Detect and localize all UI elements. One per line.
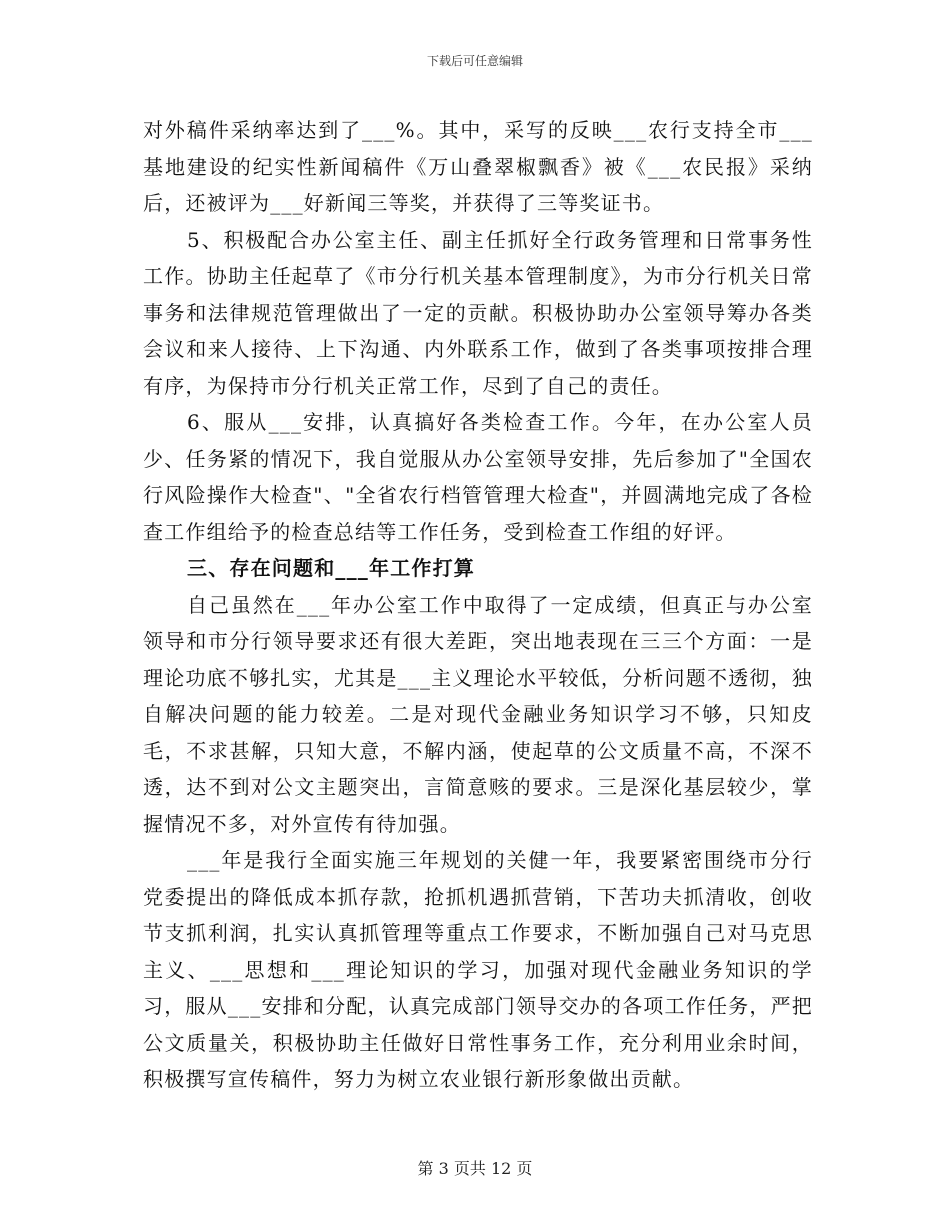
- page-footer: 第 3 页共 12 页: [417, 1159, 533, 1178]
- paragraph-shortcomings: 自己虽然在___年办公室工作中取得了一定成绩，但真正与办公室领导和市分行领导要求还有很大差距，突出地表现在三三个方面：一是理论功底不够扎实，尤其是___主义理论水平较低，分析问题不透彻，独自解决问题的能力较差。二是对现代金融业务知识学习不够，只知皮毛，不求甚解，只知大意，不解内涵，使起草的公文质量不高，不深不透，达不到对公文主题突出，言简意赅的要求。三是深化基层较少，掌握情况不多，对外宣传有待加强。: [143, 592, 813, 836]
- paragraph-item-5: 5、积极配合办公室主任、副主任抓好全行政务管理和日常事务性工作。协助主任起草了《市分行机关基本管理制度》，为市分行机关日常事务和法律规范管理做出了一定的贡献。积极协助办公室领导筹办各类会议和来人接待、上下沟通、内外联系工作，做到了各类事项按排合理有序，为保持市分行机关正常工作，尽到了自己的责任。: [143, 227, 813, 398]
- section-heading-problems-plans: 三、存在问题和___年工作打算: [187, 556, 475, 580]
- paragraph-next-year-plan: ___年是我行全面实施三年规划的关健一年，我要紧密围绕市分行党委提出的降低成本抓存款，抢抓机遇抓营销，下苦功夫抓清收，创收节支抓利润，扎实认真抓管理等重点工作要求，不断加强自己对马克思主义、___思想和___理论知识的学习，加强对现代金融业务知识的学习，服从___安排和分配，认真完成部门领导交办的各项工作任务，严把公文质量关，积极协助主任做好日常性事务工作，充分利用业余时间，积极撰写宣传稿件，努力为树立农业银行新形象做出贡献。: [143, 848, 813, 1091]
- paragraph-adoption-rate: 对外稿件采纳率达到了___%。其中，采写的反映___农行支持全市___基地建设的纪实性新闻稿件《万山叠翠椒飘香》被《___农民报》采纳后，还被评为___好新闻三等奖，并获得了三等奖证书。: [143, 118, 813, 215]
- document-body: [143, 112, 813, 1098]
- page-header: 下载后可任意编辑: [426, 54, 523, 68]
- paragraph-item-6: 6、服从___安排，认真搞好各类检查工作。今年，在办公室人员少、任务紧的情况下，我自觉服从办公室领导安排，先后参加了"全国农行风险操作大检查"、"全省农行档管管理大检查"，并圆满地完成了各检查工作组给予的检查总结等工作任务，受到检查工作组的好评。: [143, 410, 813, 544]
